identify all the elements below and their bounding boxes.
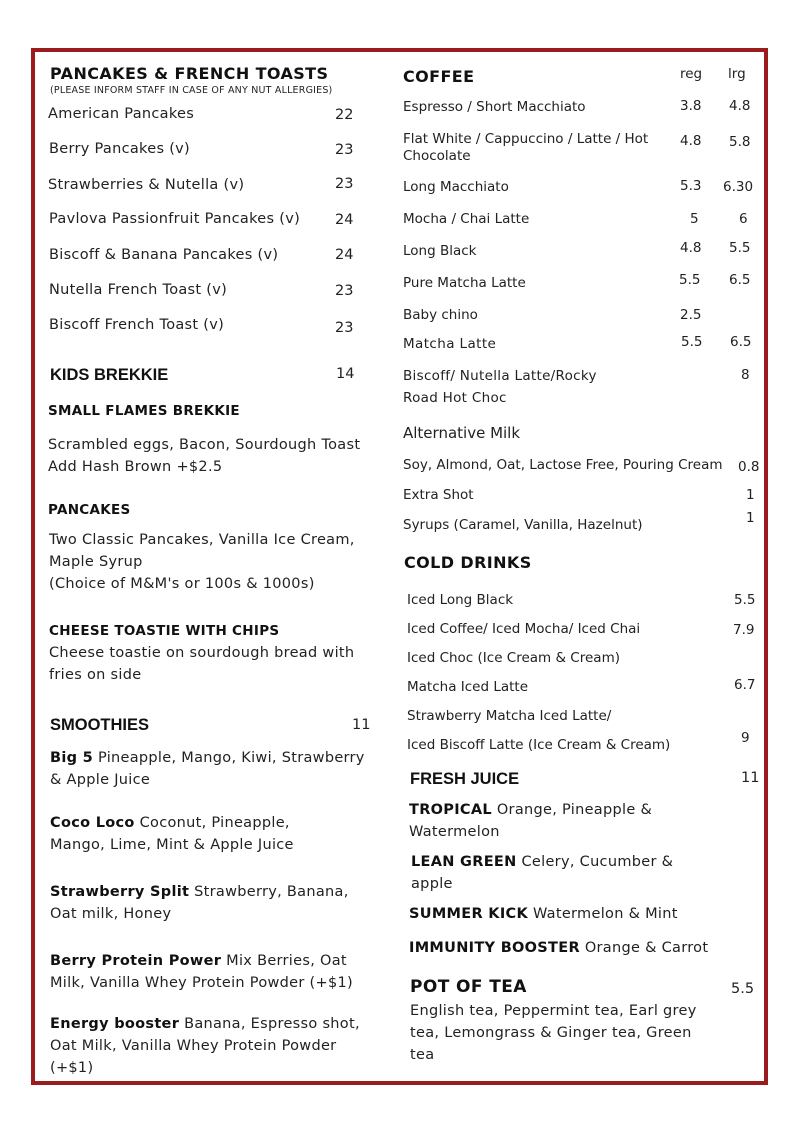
nut-allergy-note: (PLEASE INFORM STAFF IN CASE OF ANY NUT ALLERGIES) [50, 85, 333, 96]
smoothie-desc: Strawberry, Banana, Oat milk, Honey [50, 884, 349, 922]
coffee-reg-price: 5.5 [681, 334, 703, 350]
juice-desc: Celery, Cucumber & apple [411, 854, 674, 892]
extra-item-price: 1 [746, 487, 755, 503]
regular-size-label: reg [680, 66, 703, 82]
cold-item-name: Strawberry Matcha Iced Latte/ [407, 708, 612, 724]
smoothie-name: Coco Loco [50, 815, 135, 831]
juice-name: IMMUNITY BOOSTER [409, 940, 580, 956]
juice-item [409, 937, 749, 959]
menu-item-name: Biscoff French Toast (v) [49, 317, 225, 333]
smoothie-name: Strawberry Split [50, 884, 190, 900]
coffee-item-name: Espresso / Short Macchiato [403, 99, 586, 115]
menu-item-price: 24 [335, 212, 354, 228]
coffee-reg-price: 5 [690, 211, 699, 227]
juice-desc: Orange, Pineapple & Watermelon [409, 802, 653, 840]
kids-pancakes-desc: (Choice of M&M's or 100s & 1000s) [49, 576, 315, 592]
juice-name: LEAN GREEN [411, 854, 517, 870]
kids-pancakes-desc: Maple Syrup [49, 554, 143, 570]
extra-item-name: Syrups (Caramel, Vanilla, Hazelnut) [403, 517, 643, 533]
coffee-reg-price: 4.8 [680, 133, 702, 149]
coffee-reg-price: 4.8 [680, 240, 702, 256]
extra-item-price: 0.8 [738, 459, 760, 475]
cheese-toastie-desc: Cheese toastie on sourdough bread with [49, 645, 355, 661]
cold-item-price: 5.5 [734, 592, 756, 608]
coffee-lrg-price: 6.5 [729, 272, 751, 288]
alternative-milk-title: Alternative Milk [403, 424, 521, 442]
cold-item-price: 7.9 [733, 622, 755, 638]
smoothies-title: SMOOTHIES [50, 716, 150, 734]
smoothie-desc: Pineapple, Mango, Kiwi, Strawberry & Apple Juice [50, 750, 365, 788]
cheese-toastie-title: CHEESE TOASTIE WITH CHIPS [49, 623, 280, 639]
menu-item-price: 23 [335, 176, 354, 192]
cold-item-name: Iced Choc (Ice Cream & Cream) [407, 650, 620, 666]
juice-name: SUMMER KICK [409, 906, 529, 922]
kids-pancakes-desc: Two Classic Pancakes, Vanilla Ice Cream, [49, 532, 355, 548]
smoothie-item [50, 812, 315, 856]
menu-item-name: Berry Pancakes (v) [49, 141, 191, 157]
coffee-title: COFFEE [403, 67, 475, 86]
coffee-item-name: Long Black [403, 243, 477, 259]
menu-item-price: 23 [335, 283, 354, 299]
cold-item-name: Iced Coffee/ Iced Mocha/ Iced Chai [407, 621, 641, 637]
special-latte-name: Road Hot Choc [403, 390, 507, 406]
pot-of-tea-price: 5.5 [731, 981, 755, 997]
kids-brekkie-title: KIDS BREKKIE [50, 366, 169, 384]
juice-desc: Watermelon & Mint [532, 906, 678, 922]
juice-item [411, 851, 686, 895]
fresh-juice-price: 11 [741, 770, 760, 786]
smoothie-desc: Mix Berries, Oat Milk, Vanilla Whey Protein Powder (+$1) [50, 953, 353, 991]
juice-item [409, 799, 684, 843]
cold-item-name: Matcha Iced Latte [407, 679, 529, 695]
smoothie-name: Berry Protein Power [50, 953, 222, 969]
coffee-lrg-price: 4.8 [729, 98, 751, 114]
coffee-item-name: Matcha Latte [403, 336, 497, 352]
pot-of-tea-title: POT OF TEA [410, 977, 527, 997]
juice-desc: Orange & Carrot [584, 940, 709, 956]
large-size-label: lrg [728, 66, 746, 82]
menu-item-name: Nutella French Toast (v) [49, 282, 228, 298]
cheese-toastie-desc: fries on side [49, 667, 142, 683]
coffee-item-name: Long Macchiato [403, 179, 509, 195]
smoothies-price: 11 [352, 717, 371, 733]
small-flames-title: SMALL FLAMES BREKKIE [48, 403, 240, 419]
smoothie-name: Energy booster [50, 1016, 180, 1032]
smoothie-item [50, 881, 360, 925]
juice-item [409, 903, 749, 925]
smoothie-item [50, 747, 368, 791]
extra-item-price: 1 [746, 510, 755, 526]
menu-item-price: 24 [335, 247, 354, 263]
extra-item-name: Soy, Almond, Oat, Lactose Free, Pouring Cream [403, 457, 723, 473]
coffee-reg-price: 5.5 [679, 272, 701, 288]
coffee-reg-price: 2.5 [680, 307, 702, 323]
kids-brekkie-price: 14 [336, 366, 355, 382]
pot-of-tea-desc: English tea, Peppermint tea, Earl grey tea, Lemongrass & Ginger tea, Green tea [410, 1003, 697, 1063]
menu-item-price: 23 [335, 142, 354, 158]
coffee-lrg-price: 5.8 [729, 134, 751, 150]
cold-item-price: 9 [741, 730, 750, 746]
smoothie-desc: Coconut, Pineapple, Mango, Lime, Mint & Apple Juice [50, 815, 294, 853]
special-latte-price: 8 [741, 367, 750, 383]
cold-item-price: 6.7 [734, 677, 756, 693]
extra-item-name: Extra Shot [403, 487, 474, 503]
coffee-item-name: Flat White / Cappuccino / Latte / Hot Chocolate [403, 131, 649, 164]
smoothie-item [50, 1013, 368, 1079]
coffee-reg-price: 5.3 [680, 178, 702, 194]
menu-item-name: American Pancakes [48, 106, 195, 122]
coffee-lrg-price: 6.30 [723, 179, 754, 195]
coffee-item-name: Pure Matcha Latte [403, 275, 526, 291]
coffee-reg-price: 3.8 [680, 98, 702, 114]
small-flames-desc: Add Hash Brown +$2.5 [48, 459, 223, 475]
menu-item-name: Strawberries & Nutella (v) [48, 177, 245, 193]
cold-item-name: Iced Biscoff Latte (Ice Cream & Cream) [407, 737, 671, 753]
coffee-item-name: Mocha / Chai Latte [403, 211, 530, 227]
smoothie-item [50, 950, 368, 994]
juice-name: TROPICAL [409, 802, 492, 818]
coffee-lrg-price: 6 [739, 211, 748, 227]
cold-drinks-title: COLD DRINKS [404, 553, 532, 572]
menu-item-price: 23 [335, 320, 354, 336]
menu-item-name: Biscoff & Banana Pancakes (v) [49, 247, 279, 263]
cold-item-name: Iced Long Black [407, 592, 514, 608]
coffee-item-name: Baby chino [403, 307, 478, 323]
smoothie-desc: Banana, Espresso shot, Oat Milk, Vanilla Whey Protein Powder (+$1) [50, 1016, 360, 1076]
menu-item-name: Pavlova Passionfruit Pancakes (v) [49, 211, 301, 227]
coffee-lrg-price: 5.5 [729, 240, 751, 256]
menu-item-price: 22 [335, 107, 354, 123]
fresh-juice-title: FRESH JUICE [410, 770, 520, 788]
kids-pancakes-title: PANCAKES [48, 502, 131, 518]
pancakes-title: PANCAKES & FRENCH TOASTS [50, 64, 329, 83]
smoothie-name: Big 5 [50, 750, 94, 766]
special-latte-name: Biscoff/ Nutella Latte/Rocky [403, 368, 597, 384]
small-flames-desc: Scrambled eggs, Bacon, Sourdough Toast [48, 437, 361, 453]
coffee-lrg-price: 6.5 [730, 334, 752, 350]
